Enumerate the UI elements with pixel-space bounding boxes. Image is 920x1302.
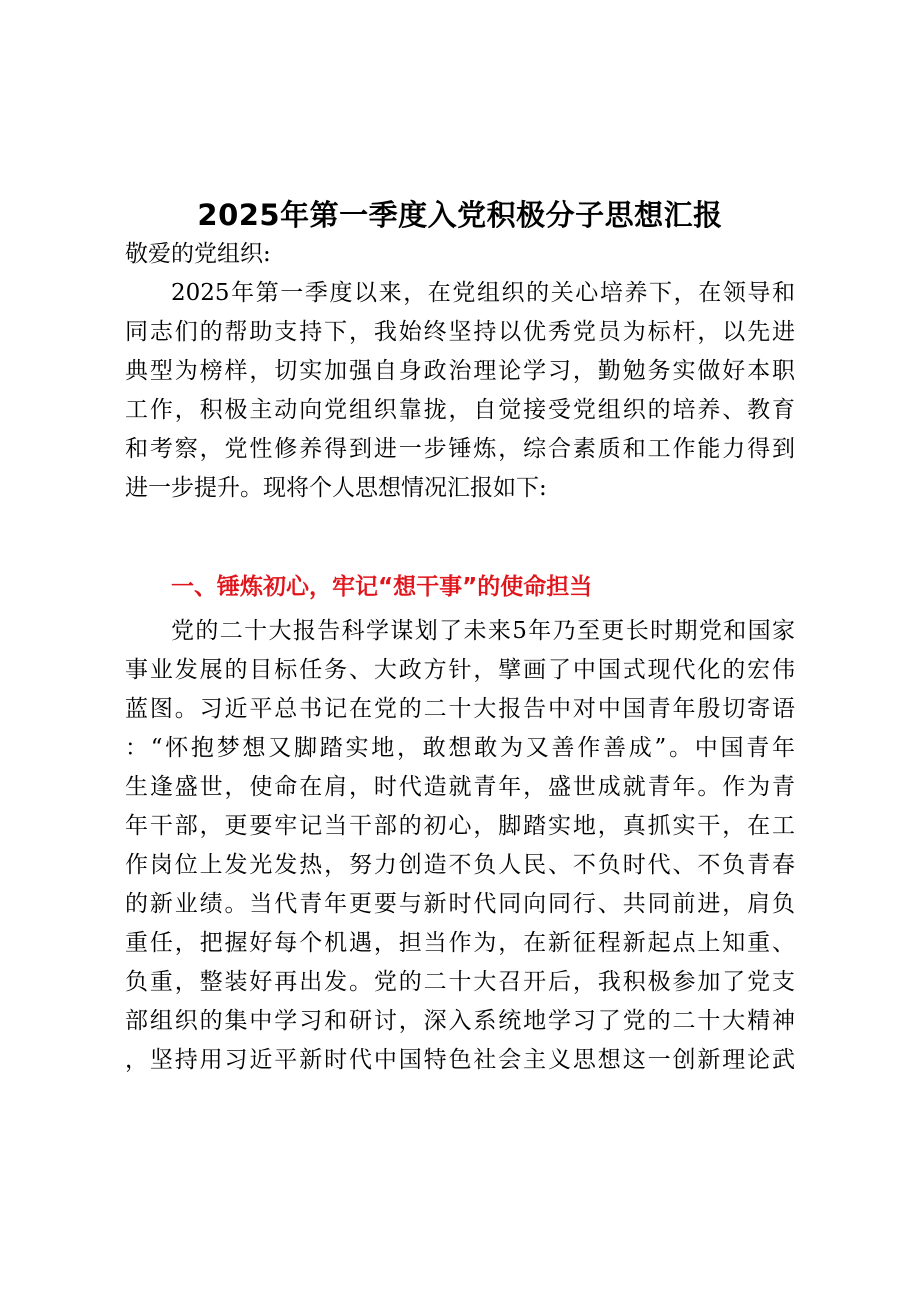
paragraph-line: 进一步提升。现将个人思想情况汇报如下: xyxy=(125,475,547,501)
paragraph-line: 党的二十大报告科学谋划了未来5年乃至更长时期党和国家 xyxy=(171,618,795,644)
paragraph-line: 负重，整装好再出发。党的二十大召开后，我积极参加了党支 xyxy=(125,969,795,995)
paragraph-line: 事业发展的目标任务、大政方针，擘画了中国式现代化的宏伟 xyxy=(125,657,795,683)
paragraph-line: ，坚持用习近平新时代中国特色社会主义思想这一创新理论武 xyxy=(125,1047,795,1073)
paragraph-line: 工作，积极主动向党组织靠拢，自觉接受党组织的培养、教育 xyxy=(125,397,795,423)
paragraph-line: ：“怀抱梦想又脚踏实地，敢想敢为又善作善成”。中国青年 xyxy=(125,735,795,761)
document-title: 2025年第一季度入党积极分子思想汇报 xyxy=(197,198,723,232)
paragraph-line: 的新业绩。当代青年更要与新时代同向同行、共同前进，肩负 xyxy=(125,891,795,917)
paragraph-line: 作岗位上发光发热，努力创造不负人民、不负时代、不负青春 xyxy=(125,852,795,878)
section-1-paragraph xyxy=(125,612,795,1080)
paragraph-line: 重任，把握好每个机遇，担当作为，在新征程新起点上知重、 xyxy=(125,930,795,956)
paragraph-line: 典型为榜样，切实加强自身政治理论学习，勤勉务实做好本职 xyxy=(125,358,795,384)
paragraph-line: 部组织的集中学习和研讨，深入系统地学习了党的二十大精神 xyxy=(125,1008,795,1034)
paragraph-line: 年干部，更要牢记当干部的初心，脚踏实地，真抓实干，在工 xyxy=(125,813,795,839)
intro-paragraph xyxy=(125,274,795,508)
paragraph-line: 生逢盛世，使命在肩，时代造就青年，盛世成就青年。作为青 xyxy=(125,774,795,800)
salutation: 敬爱的党组织: xyxy=(125,241,271,267)
section-heading: 一、锤炼初心，牢记“想干事”的使命担当 xyxy=(171,574,593,600)
paragraph-line: 2025年第一季度以来，在党组织的关心培养下，在领导和 xyxy=(171,280,795,306)
paragraph-line: 和考察，党性修养得到进一步锤炼，综合素质和工作能力得到 xyxy=(125,436,795,462)
section-1 xyxy=(125,568,795,607)
paragraph-line: 蓝图。习近平总书记在党的二十大报告中对中国青年殷切寄语 xyxy=(125,696,795,722)
paragraph-line: 同志们的帮助支持下，我始终坚持以优秀党员为标杆，以先进 xyxy=(125,319,795,345)
